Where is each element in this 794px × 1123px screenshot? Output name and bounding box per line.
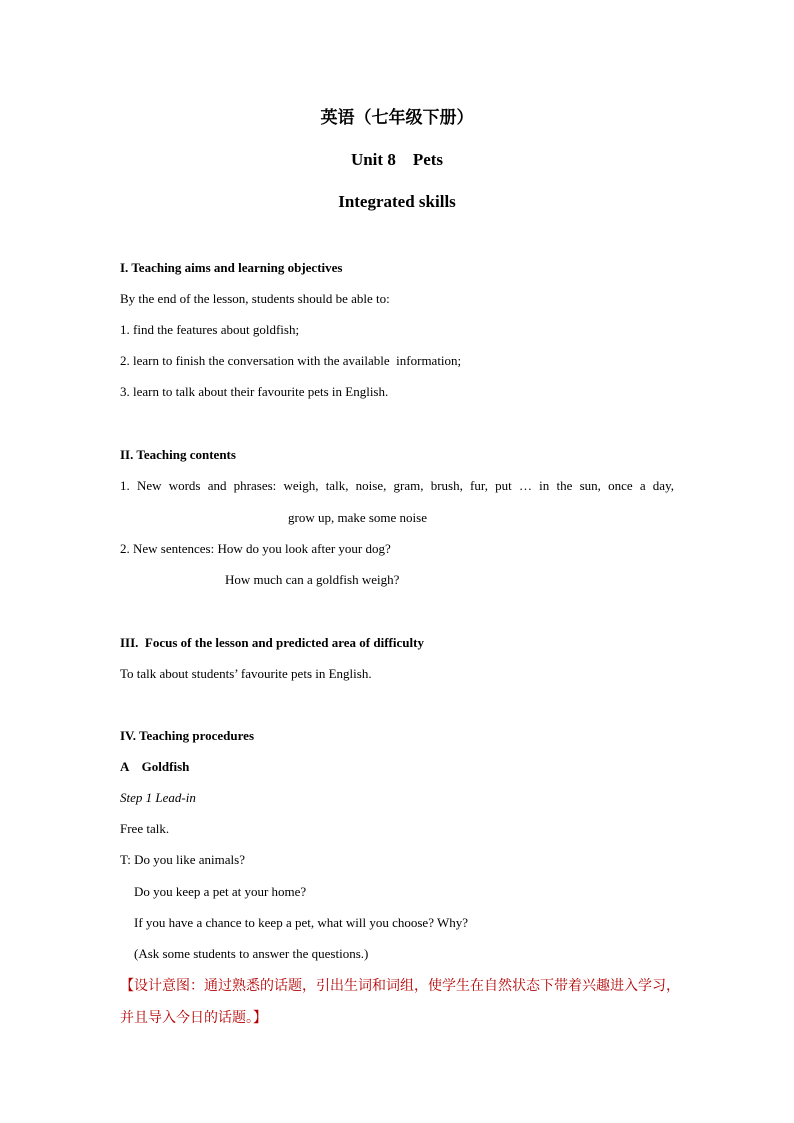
teacher-note: (Ask some students to answer the questions.) xyxy=(134,946,369,961)
objective-item: 2. learn to finish the conversation with the available information; xyxy=(120,353,462,368)
objective-item: 3. learn to talk about their favourite pets in English. xyxy=(120,384,389,399)
teacher-question: Do you keep a pet at your home? xyxy=(134,884,307,899)
step-heading: Step 1 Lead-in xyxy=(120,790,196,805)
lesson-title: Integrated skills xyxy=(338,192,456,211)
section-3-heading: III. Focus of the lesson and predicted area of difficulty xyxy=(120,635,424,650)
section-4-heading: IV. Teaching procedures xyxy=(120,728,255,743)
free-talk-label: Free talk. xyxy=(120,821,170,836)
section-1-intro: By the end of the lesson, students should be able to: xyxy=(120,291,390,306)
teacher-question: If you have a chance to keep a pet, what will you choose? Why? xyxy=(134,915,469,930)
new-words-continuation: grow up, make some noise xyxy=(288,510,428,525)
design-intent-line: 并且导入今日的话题。】 xyxy=(120,1010,267,1026)
objective-item: 1. find the features about goldfish; xyxy=(120,322,300,337)
teacher-question: T: Do you like animals? xyxy=(120,852,245,867)
section-1-heading: I. Teaching aims and learning objectives xyxy=(120,260,343,275)
part-a-heading: A Goldfish xyxy=(120,759,190,774)
new-sentences-continuation: How much can a goldfish weigh? xyxy=(225,572,400,587)
course-title: 英语（七年级下册） xyxy=(320,108,474,128)
section-3-text: To talk about students’ favourite pets in English. xyxy=(120,666,372,681)
design-intent-line: 【设计意图：通过熟悉的话题，引出生词和词组，使学生在自然状态下带着兴趣进入学习， xyxy=(120,978,680,994)
unit-title: Unit 8 Pets xyxy=(350,150,444,169)
section-2-heading: II. Teaching contents xyxy=(120,447,236,462)
new-words-line: 1. New words and phrases: weigh, talk, noise, gram, brush, fur, put … in the sun, once a day, xyxy=(120,478,674,493)
new-sentences-line: 2. New sentences: How do you look after your dog? xyxy=(120,541,391,556)
